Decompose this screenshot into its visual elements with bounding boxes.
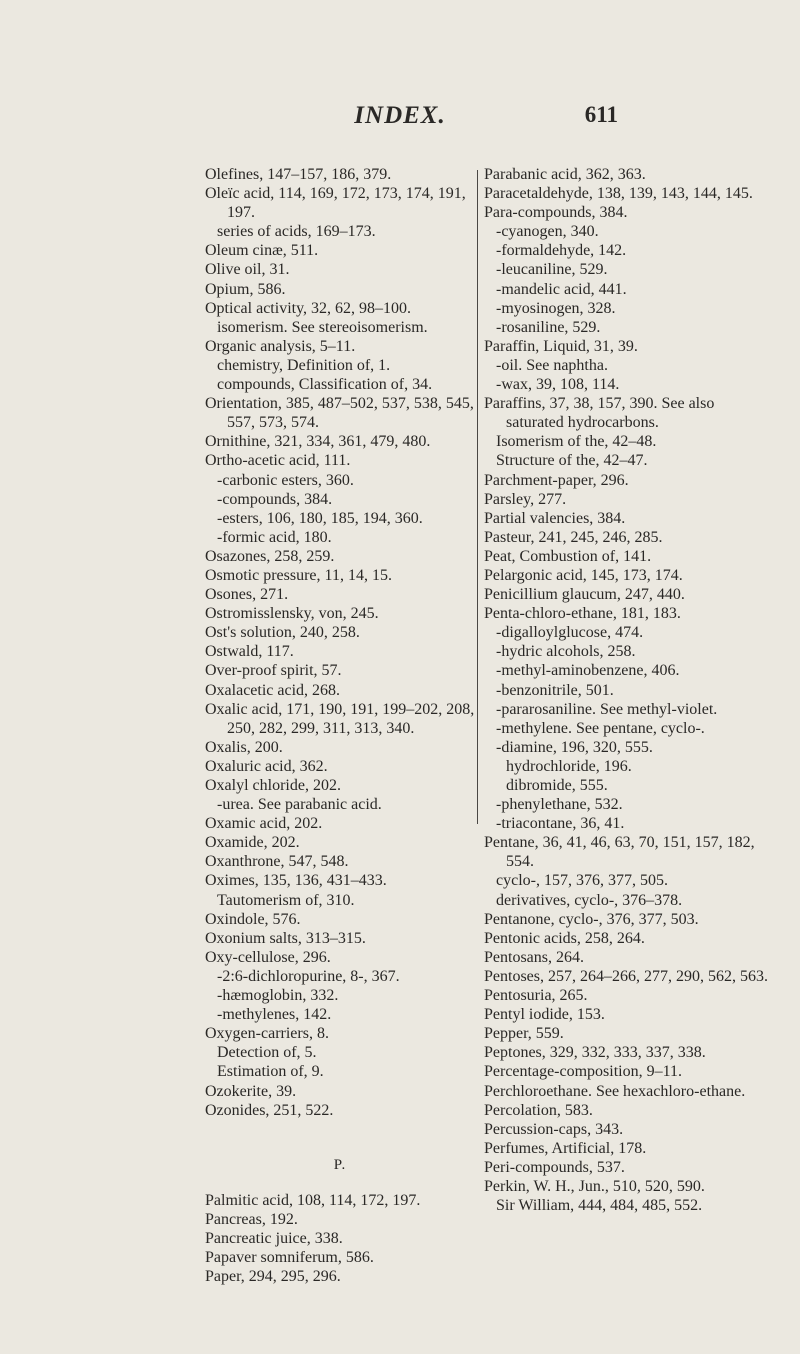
index-entry: Parchment-paper, 296. [484,471,629,489]
index-entry: Ozonides, 251, 522. [205,1101,334,1119]
index-entry: Peri-compounds, 537. [484,1158,625,1176]
index-entry: -mandelic acid, 441. [496,280,627,298]
index-entry: Oxalyl chloride, 202. [205,777,341,794]
index-entry: -formaldehyde, 142. [496,242,627,260]
index-entry: -methylene. See pentane, cyclo-. [496,719,705,737]
index-entry: -diamine, 196, 320, 555. [496,738,653,756]
index-entry: Olive oil, 31. [205,261,290,279]
index-entry: -triacontane, 36, 41. [496,815,625,833]
index-entry: Optical activity, 32, 62, 98–100. [205,299,412,317]
index-entry: -phenylethane, 532. [496,796,623,814]
index-entry: -compounds, 384. [217,490,333,508]
index-entry: Pentyl iodide, 153. [484,1006,605,1024]
index-entry: Over-proof spirit, 57. [205,662,342,680]
index-entry: -hydric alcohols, 258. [496,643,636,661]
index-entry: Paracetaldehyde, 138, 139, 143, 144, 145. [484,185,753,203]
page-number: 611 [584,102,618,127]
index-entry: Pentosans, 264. [484,948,584,966]
index-entry: Ost's solution, 240, 258. [205,624,360,642]
index-entry: Oxalic acid, 171, 190, 191, 199–202, 208, 250, 282, 299, 311, 313, 340. [205,700,475,737]
index-entry: compounds, Classification of, 34. [217,376,433,394]
index-entry: -formic acid, 180. [217,528,332,546]
index-entry: Oxalacetic acid, 268. [205,681,341,699]
index-entry: hydrochloride, 196. [506,757,632,775]
index-entry: -digalloylglucose, 474. [496,624,644,642]
index-entry: Paper, 294, 295, 296. [205,1268,341,1286]
index-entry: derivatives, cyclo-, 376–378. [496,891,683,909]
index-entry: Pentosuria, 265. [484,987,588,1005]
index-entry: Peat, Combustion of, 141. [484,547,652,565]
index-entry: Penicillium glaucum, 247, 440. [484,586,685,604]
index-entry: Perkin, W. H., Jun., 510, 520, 590. [484,1177,705,1195]
index-entry: Tautomerism of, 310. [217,891,355,909]
index-entry: Ostromisslensky, von, 245. [205,605,379,623]
index-entry: series of acids, 169–173. [217,223,376,241]
index-entry: -oil. See naphtha. [496,356,608,374]
index-entry: -cyanogen, 340. [496,223,599,241]
index-entry: Oleïc acid, 114, 169, 172, 173, 174, 191, 197. [205,185,466,222]
index-entry: Detection of, 5. [217,1044,317,1062]
page-header [0,100,800,136]
index-entry: Pancreatic juice, 338. [205,1229,343,1247]
index-entry: Percentage-composition, 9–11. [484,1063,683,1081]
index-entry: Oxanthrone, 547, 548. [205,853,349,871]
index-entry: Percussion-caps, 343. [484,1120,624,1138]
column-divider [477,170,478,824]
index-entry: Oxaluric acid, 362. [205,757,328,775]
index-entry: Pancreas, 192. [205,1210,298,1228]
index-entry: Pentane, 36, 41, 46, 63, 70, 151, 157, 182, 554. [484,834,755,871]
index-entry: cyclo-, 157, 376, 377, 505. [496,872,668,890]
index-entry: Oxygen-carriers, 8. [205,1025,329,1043]
index-entry: Organic analysis, 5–11. [205,337,356,355]
index-entry: Peptones, 329, 332, 333, 337, 338. [484,1044,706,1062]
index-entry: -esters, 106, 180, 185, 194, 360. [217,509,423,527]
section-letter: P. [333,1156,347,1173]
index-entry: Penta-chloro-ethane, 181, 183. [484,605,681,623]
index-entry: Opium, 586. [205,280,286,298]
index-entry: Osazones, 258, 259. [205,547,335,565]
index-entry: -benzonitrile, 501. [496,681,614,699]
index-entry: Ornithine, 321, 334, 361, 479, 480. [205,433,431,451]
index-entry: Estimation of, 9. [217,1063,324,1081]
index-entry: dibromide, 555. [506,777,608,794]
index-entry: Para-compounds, 384. [484,204,628,222]
index-entry: Pentonic acids, 258, 264. [484,929,645,947]
index-entry: Oxy-cellulose, 296. [205,948,331,966]
index-entry: Isomerism of the, 42–48. [496,433,657,451]
index-entry: -myosinogen, 328. [496,299,616,317]
index-entry: Oxalis, 200. [205,738,283,756]
index-entry: Palmitic acid, 108, 114, 172, 197. [205,1191,421,1209]
index-column-right [484,165,769,1215]
index-entry: Oxonium salts, 313–315. [205,929,366,947]
index-entry: Pelargonic acid, 145, 173, 174. [484,566,683,584]
index-entry: -hæmoglobin, 332. [217,987,339,1005]
index-column-left [205,165,475,1286]
index-entry: Oxamic acid, 202. [205,815,323,833]
index-entry: Olefines, 147–157, 186, 379. [205,166,392,183]
index-entry: Orientation, 385, 487–502, 537, 538, 545, 557, 573, 574. [205,395,474,432]
index-entry: -pararosaniline. See methyl-violet. [496,700,718,718]
index-entry: -carbonic esters, 360. [217,471,354,489]
index-entry: Parsley, 277. [484,490,567,508]
index-entry: Papaver somniferum, 586. [205,1249,374,1267]
index-entry: -wax, 39, 108, 114. [496,376,620,394]
index-entry: Paraffins, 37, 38, 157, 390. See also saturated hydrocarbons. [484,395,715,432]
index-entry: -rosaniline, 529. [496,318,601,336]
index-entry: Oximes, 135, 136, 431–433. [205,872,387,890]
index-entry: Ozokerite, 39. [205,1082,297,1100]
index-entry: Perfumes, Artificial, 178. [484,1139,647,1157]
index-entry: Pepper, 559. [484,1025,564,1043]
index-entry: Percolation, 583. [484,1101,593,1119]
index-entry: -methylenes, 142. [217,1006,332,1024]
index-entry: Pentoses, 257, 264–266, 277, 290, 562, 563. [484,967,768,985]
index-entry: Structure of the, 42–47. [496,452,648,470]
index-entry: Partial valencies, 384. [484,509,626,527]
index-entry: Sir William, 444, 484, 485, 552. [496,1197,703,1215]
index-entry: -urea. See parabanic acid. [217,796,382,814]
index-entry: Pentanone, cyclo-, 376, 377, 503. [484,910,699,928]
index-entry: isomerism. See stereoisomerism. [217,318,428,336]
index-entry: -methyl-aminobenzene, 406. [496,662,680,680]
index-entry: chemistry, Definition of, 1. [217,356,391,374]
index-entry: Osmotic pressure, 11, 14, 15. [205,566,392,584]
running-title: INDEX. [354,102,446,129]
index-entry: Perchloroethane. See hexachloro-ethane. [484,1082,746,1100]
index-entry: Osones, 271. [205,586,289,604]
index-entry: Paraffin, Liquid, 31, 39. [484,337,638,355]
index-entry: Pasteur, 241, 245, 246, 285. [484,528,663,546]
index-entry: -2:6-dichloropurine, 8-, 367. [217,967,400,985]
index-entry: Parabanic acid, 362, 363. [484,166,646,183]
index-entry: Oxindole, 576. [205,910,301,928]
index-entry: Ortho-acetic acid, 111. [205,452,351,470]
index-entry: -leucaniline, 529. [496,261,608,279]
index-entry: Ostwald, 117. [205,643,294,661]
index-entry: Oleum cinæ, 511. [205,242,319,260]
index-entry: Oxamide, 202. [205,834,300,852]
